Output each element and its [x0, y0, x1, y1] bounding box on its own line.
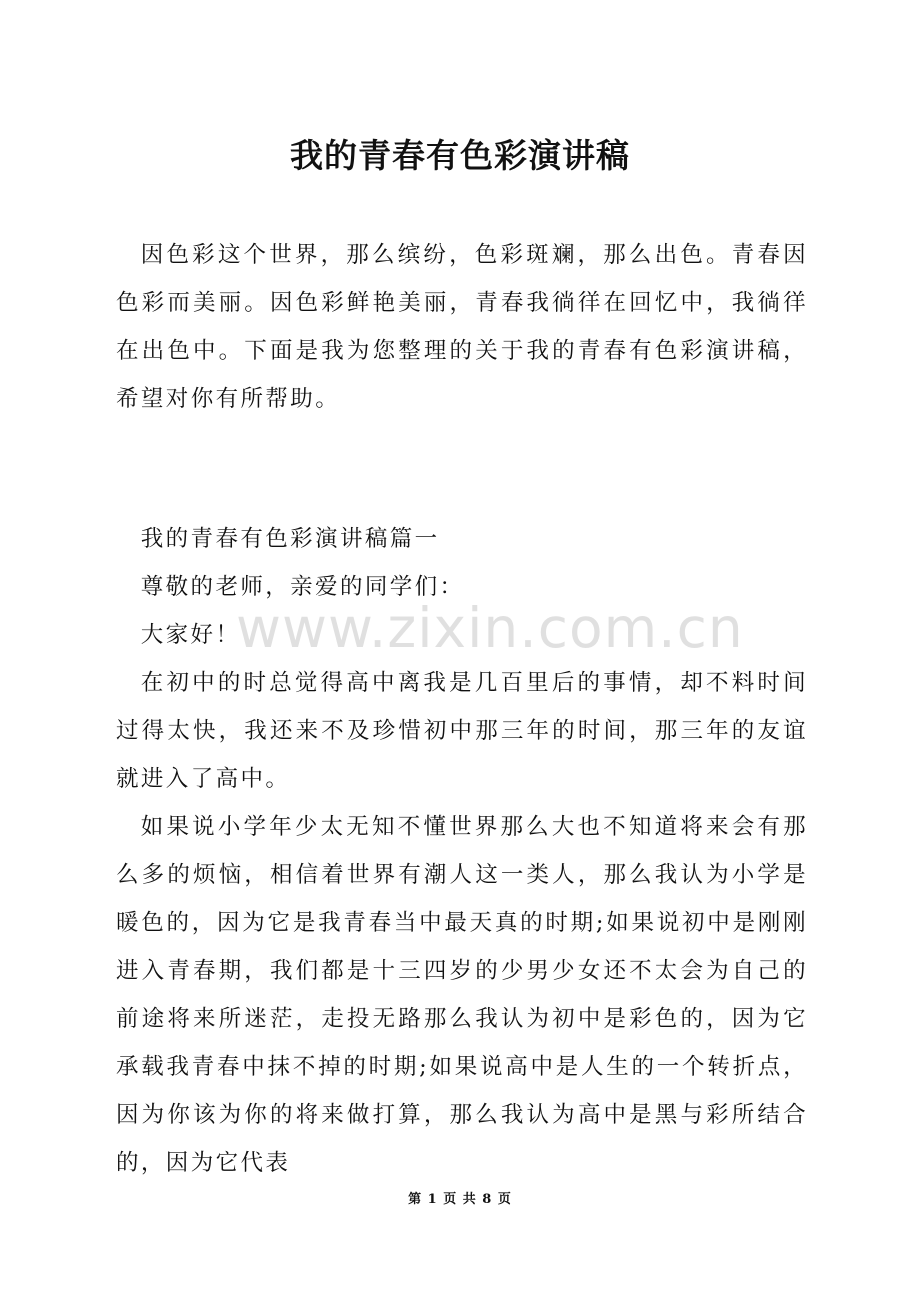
greeting: 大家好！ [140, 622, 241, 648]
body-paragraph: 在初中的时总觉得高中离我是几百里后的事情，却不料时间过得太快，我还来不及珍惜初中那三年的时间，那三年的友谊就进入了高中。 [116, 670, 808, 792]
page-title: 我的青春有色彩演讲稿 [290, 136, 630, 175]
body-paragraph: 如果说小学年少太无知不懂世界那么大也不知道将来会有那么多的烦恼，相信着世界有潮人这一类人，那么我认为小学是暖色的，因为它是我青春当中最天真的时期;如果说初中是刚刚进入青春期，我们都是十三四岁的少男少女还不太会为自己的前途将来所迷茫，走投无路那么我认为初中是彩色的，因为它承载我青春中抹不掉的时期;如果说高中是人生的一个转折点，因为你该为你的将来做打算，那么我认为高中是黑与彩所结合的，因为它代表 [116, 814, 808, 1176]
intro-paragraph: 因色彩这个世界，那么缤纷，色彩斑斓，那么出色。青春因色彩而美丽。因色彩鲜艳美丽，青春我徜徉在回忆中，我徜徉在出色中。下面是我为您整理的关于我的青春有色彩演讲稿，希望对你有所帮助。 [116, 242, 808, 412]
intro-section [116, 231, 808, 423]
speech-content [116, 515, 808, 1187]
salutation: 尊敬的老师，亲爱的同学们： [140, 574, 465, 600]
page-footer: 第 1 页 共 8 页 [408, 1192, 512, 1207]
section-heading: 我的青春有色彩演讲稿篇一 [140, 526, 440, 552]
watermark: www.zixin.com.cn [236, 596, 744, 660]
